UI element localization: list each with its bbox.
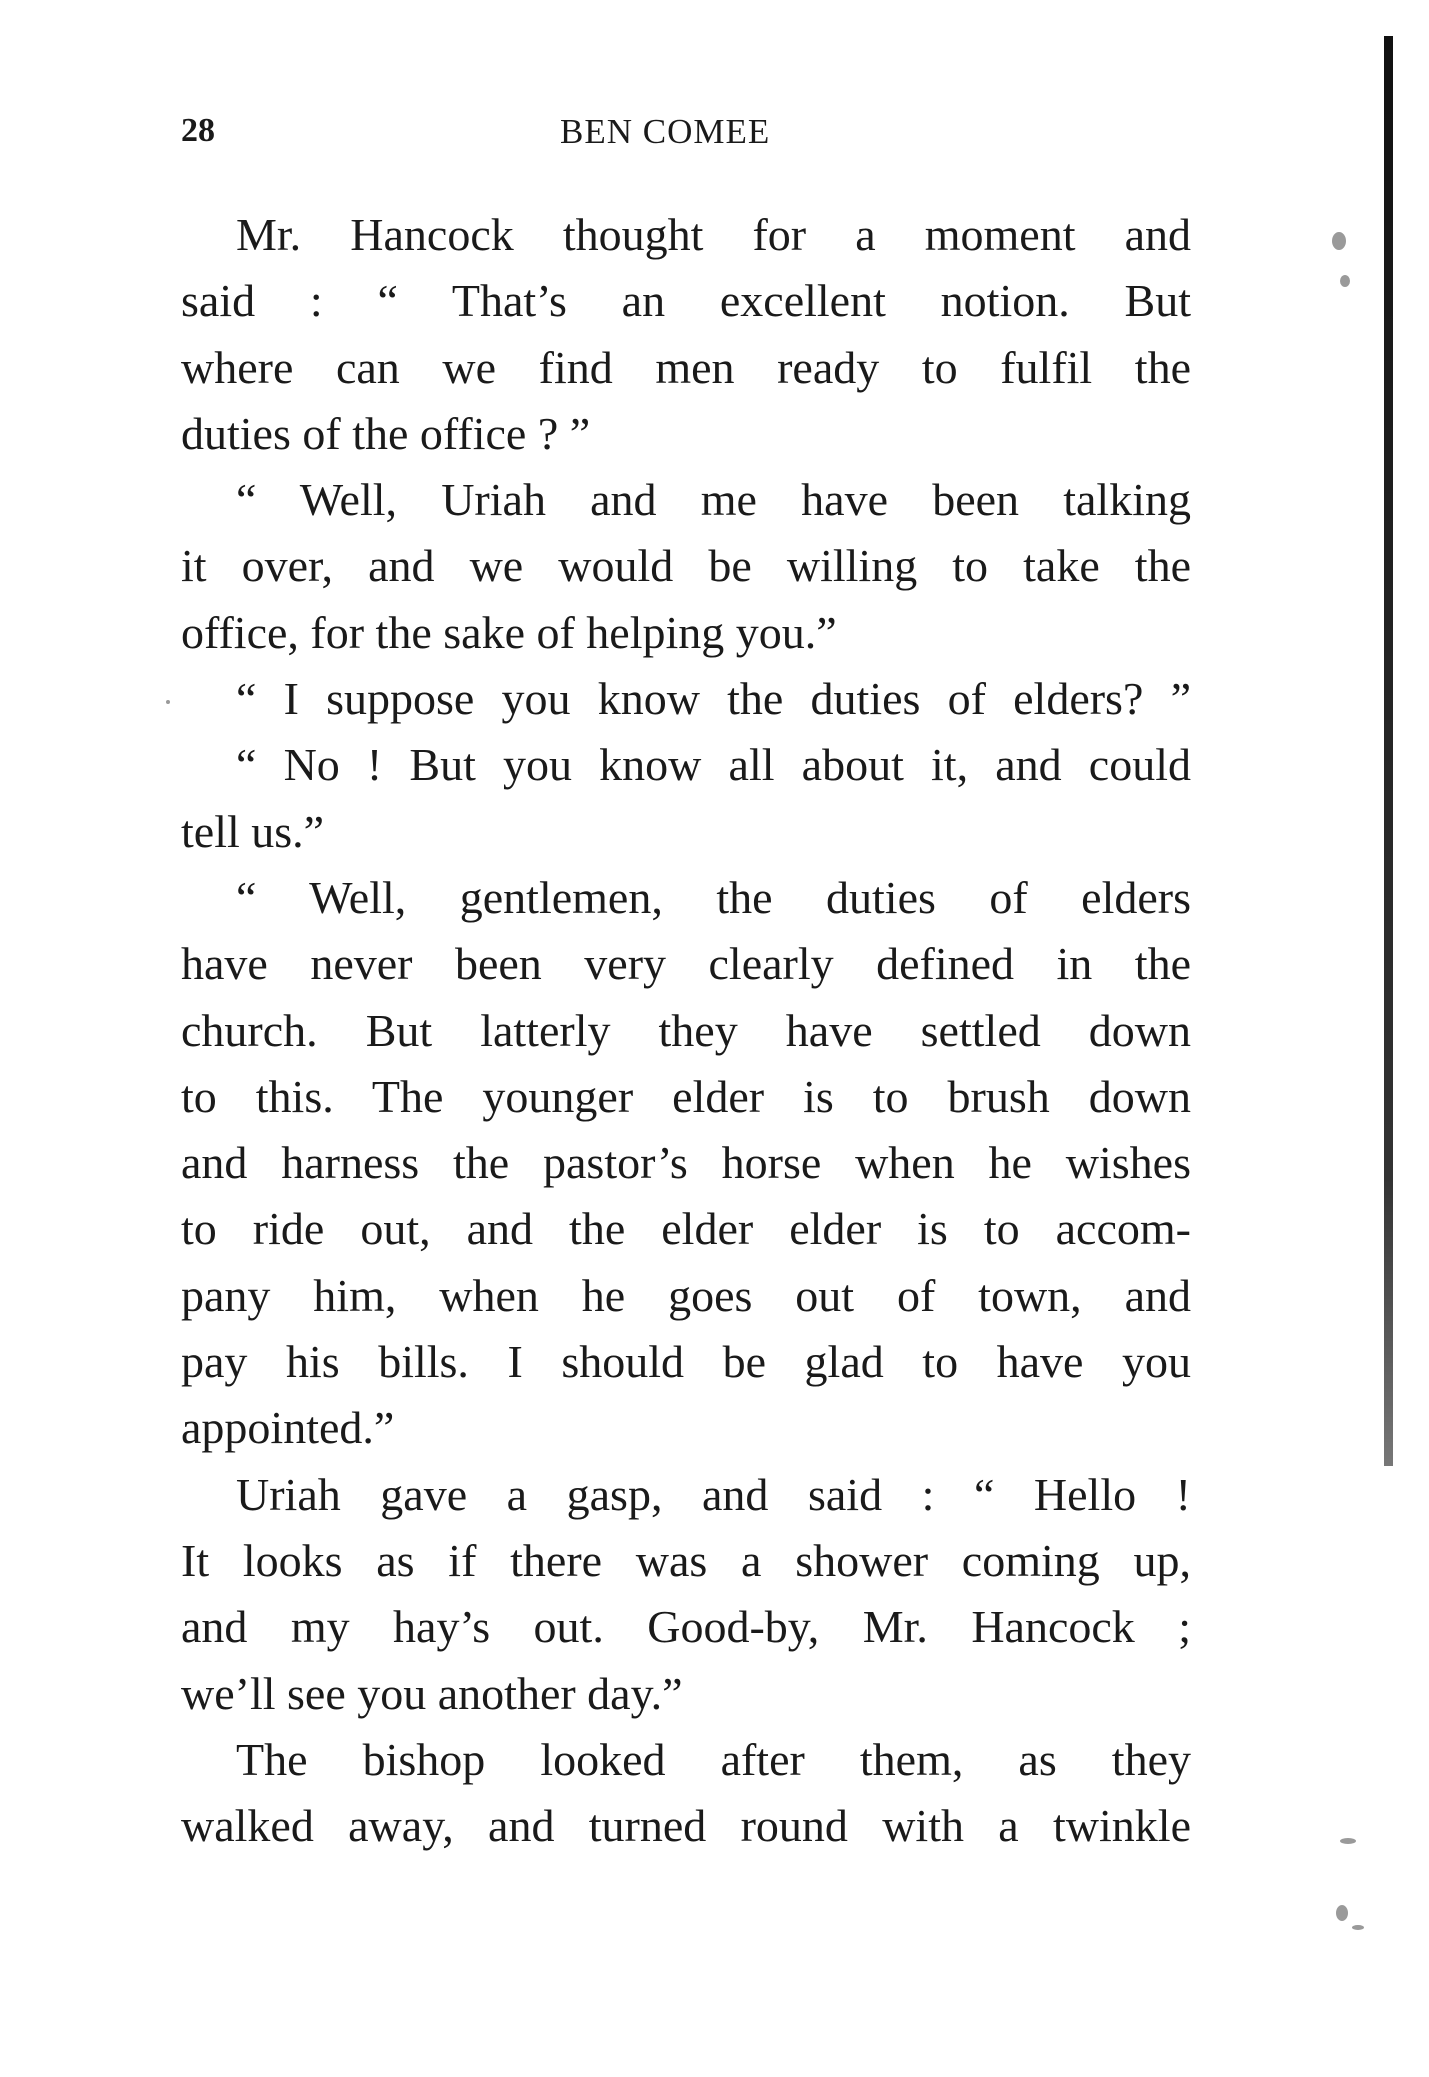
text-line: walked away, and turned round with a twinkle	[181, 1800, 1191, 1852]
text-line: “ Well, Uriah and me have been talking	[236, 474, 1191, 526]
text-line: The bishop looked after them, as they	[236, 1733, 1191, 1785]
page-binding-edge	[1384, 36, 1393, 1466]
text-line: “ Well, gentlemen, the duties of elders	[236, 871, 1191, 923]
text-line: duties of the office ? ”	[181, 407, 591, 459]
text-line: It looks as if there was a shower coming up,	[181, 1534, 1191, 1586]
text-line: pany him, when he goes out of town, and	[181, 1269, 1191, 1321]
text-line: said : “ That’s an excellent notion. But	[181, 275, 1191, 327]
page-number: 28	[181, 112, 215, 149]
text-line: office, for the sake of helping you.”	[181, 606, 837, 658]
text-line: we’ll see you another day.”	[181, 1667, 683, 1719]
scan-speck	[1340, 275, 1350, 287]
text-line: pay his bills. I should be glad to have you	[181, 1336, 1191, 1388]
text-line: and my hay’s out. Good-by, Mr. Hancock ;	[181, 1601, 1191, 1653]
scan-speck	[166, 700, 170, 704]
text-line: it over, and we would be willing to take the	[181, 540, 1191, 592]
text-line: church. But latterly they have settled down	[181, 1004, 1191, 1056]
scan-speck	[1336, 1905, 1348, 1921]
text-line: “ I suppose you know the duties of elders? ”	[236, 673, 1191, 725]
text-block	[181, 202, 1191, 1859]
scan-speck	[1352, 1925, 1364, 1930]
text-line: Mr. Hancock thought for a moment and	[236, 209, 1191, 260]
text-line: to ride out, and the elder elder is to accom-	[181, 1203, 1191, 1255]
text-line: where can we find men ready to fulfil the	[181, 341, 1191, 393]
text-line: “ No ! But you know all about it, and could	[236, 739, 1191, 791]
scan-speck	[1332, 232, 1346, 250]
text-line: have never been very clearly defined in the	[181, 938, 1191, 990]
text-line: and harness the pastor’s horse when he wishes	[181, 1137, 1191, 1189]
text-line: Uriah gave a gasp, and said : “ Hello !	[236, 1468, 1191, 1520]
running-head: BEN COMEE	[560, 112, 771, 151]
text-line: appointed.”	[181, 1402, 395, 1454]
text-line: tell us.”	[181, 805, 325, 857]
scan-speck	[1340, 1838, 1356, 1844]
text-line: to this. The younger elder is to brush down	[181, 1070, 1191, 1122]
